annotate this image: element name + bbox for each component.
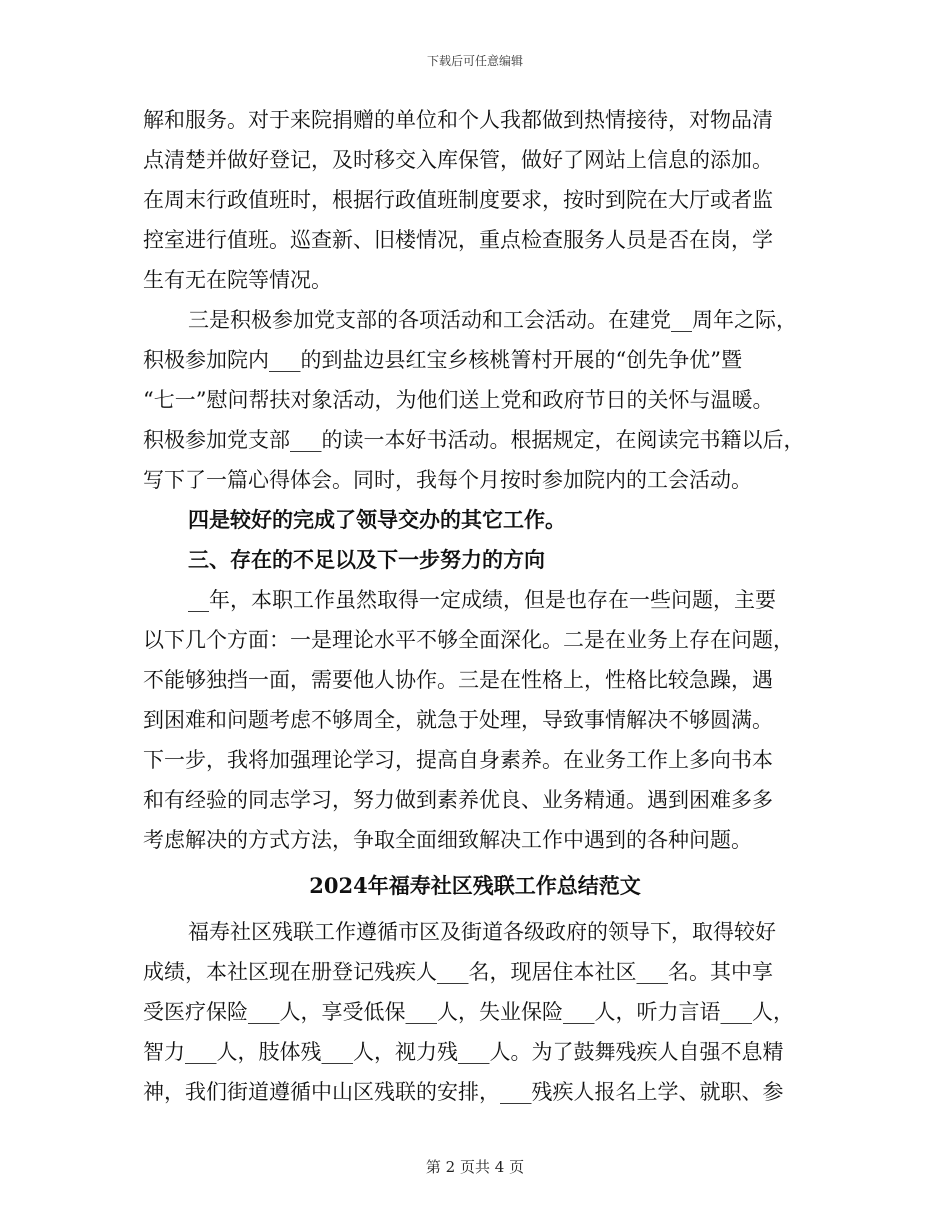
paragraph-line: “七一”慰问帮扶对象活动，为他们送上党和政府节日的关怀与温暖。 xyxy=(143,388,774,412)
paragraph-line: 和有经验的同志学习，努力做到素养优良、业务精通。遇到困难多多 xyxy=(143,788,773,812)
paragraph-line: 写下了一篇心得体会。同时，我每个月按时参加院内的工会活动。 xyxy=(143,468,752,492)
paragraph-line: 生有无在院等情况。 xyxy=(143,268,332,292)
page-header: 下载后可任意编辑 xyxy=(426,54,523,68)
paragraph-line: 神，我们街道遵循中山区残联的安排，___残疾人报名上学、就职、参 xyxy=(143,1080,784,1104)
paragraph-line: 控室进行值班。巡查新、旧楼情况，重点检查服务人员是否在岗，学 xyxy=(143,228,773,252)
bold-paragraph-line: 四是较好的完成了领导交办的其它工作。 xyxy=(188,507,566,532)
paragraph-line: 以下几个方面：一是理论水平不够全面深化。二是在业务上存在问题， xyxy=(143,628,794,652)
paragraph-line: 积极参加院内___的到盐边县红宝乡核桃箐村开展的“创先争优”暨 xyxy=(143,348,742,372)
paragraph-line: 考虑解决的方式方法，争取全面细致解决工作中遇到的各种问题。 xyxy=(143,828,752,852)
paragraph-line: 智力___人，肢体残___人，视力残___人。为了鼓舞残疾人自强不息精 xyxy=(143,1040,784,1064)
paragraph-line: 受医疗保险___人，享受低保___人，失业保险___人，听力言语___人， xyxy=(143,1000,794,1024)
paragraph-line: 在周末行政值班时，根据行政值班制度要求，按时到院在大厅或者监 xyxy=(143,188,773,212)
document-title: 2024年福寿社区残联工作总结范文 xyxy=(309,873,641,898)
paragraph-line: 三是积极参加党支部的各项活动和工会活动。在建党__周年之际， xyxy=(188,308,797,332)
paragraph-line: 到困难和问题考虑不够周全，就急于处理，导致事情解决不够圆满。 xyxy=(143,708,773,732)
paragraph-line: 解和服务。对于来院捐赠的单位和个人我都做到热情接待，对物品清 xyxy=(143,108,773,132)
paragraph-line: __年，本职工作虽然取得一定成绩，但是也存在一些问题，主要 xyxy=(188,588,776,612)
paragraph-line: 点清楚并做好登记，及时移交入库保管，做好了网站上信息的添加。 xyxy=(143,148,773,172)
paragraph-line: 积极参加党支部___的读一本好书活动。根据规定，在阅读完书籍以后， xyxy=(143,428,805,452)
section-heading: 三、存在的不足以及下一步努力的方向 xyxy=(188,547,545,572)
page-number-footer: 第 2 页共 4 页 xyxy=(425,1158,525,1176)
paragraph-line: 福寿社区残联工作遵循市区及街道各级政府的领导下，取得较好 xyxy=(188,920,776,944)
paragraph-line: 成绩，本社区现在册登记残疾人___名，现居住本社区___名。其中享 xyxy=(143,960,773,984)
paragraph-line: 不能够独挡一面，需要他人协作。三是在性格上，性格比较急躁，遇 xyxy=(143,668,773,692)
paragraph-line: 下一步，我将加强理论学习，提高自身素养。在业务工作上多向书本 xyxy=(143,748,773,772)
